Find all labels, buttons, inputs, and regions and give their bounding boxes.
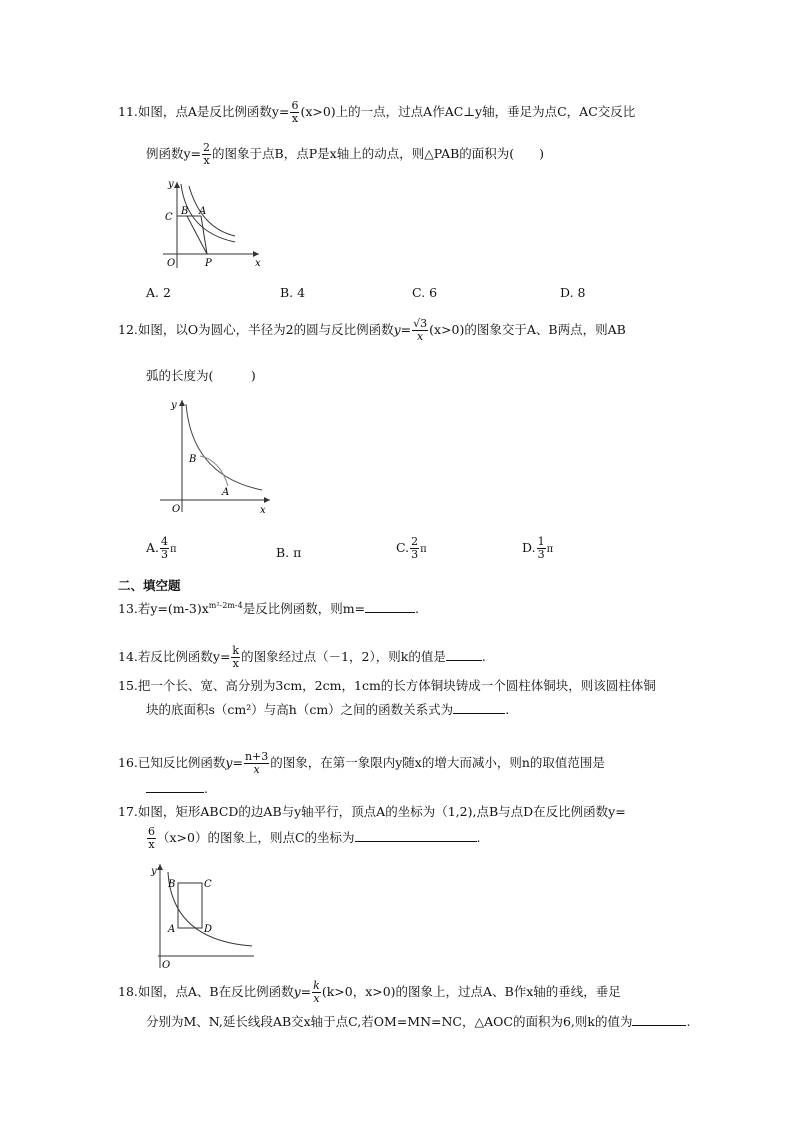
fig-label-D: D — [204, 924, 213, 935]
answer-blank[interactable] — [453, 702, 505, 714]
q11-option-d: D. 8 — [560, 285, 586, 300]
q11-option-b: B. 4 — [280, 285, 306, 300]
answer-blank[interactable] — [446, 649, 482, 661]
q17-line1: 17.如图，矩形ABCD的边AB与y轴平行，顶点A的坐标为（1,2),点B与点D在反比例函数y= — [118, 804, 626, 819]
answer-blank[interactable] — [365, 601, 415, 613]
q16-line2: . — [146, 781, 208, 797]
q12-line2: 弧的长度为( ) — [146, 368, 256, 383]
fraction: $\frac{k}{x}$ — [313, 979, 320, 1005]
fig-label-y: y — [151, 866, 157, 877]
fraction: $\frac{6}{x}$ — [291, 99, 299, 125]
q13-line: 13.若$y=(m-3)x^{m^2-2m-4}$是反比例函数，则m= . — [118, 601, 420, 617]
q12-option-d: D. $\frac{1}{3}$ π — [522, 535, 554, 561]
fig-label-P: P — [205, 258, 212, 269]
q11-option-c: C. 6 — [412, 285, 438, 300]
fig-label-x: x — [260, 505, 266, 514]
q17-line2: $\frac{6}{x}$ （x>0）的图象上，则点C的坐标为 . — [148, 825, 481, 851]
q11-figure — [155, 178, 265, 270]
q16-line1: 16.已知反比例函数y= $\frac{n+3}{x}$ 的图象，在第一象限内y随x的增大而减小，则n的取值范围是 — [118, 750, 605, 776]
fig-label-O: O — [172, 504, 181, 514]
q11-line1: 11.如图，点A是反比例函数y= $\frac{6}{x}$ (x>0)上的一点，过点A作AC⊥y轴，垂足为点C，AC交反比 — [118, 99, 636, 125]
answer-blank[interactable] — [632, 1014, 686, 1026]
q11-option-a: A. 2 — [146, 285, 171, 300]
fig-label-C: C — [165, 212, 173, 223]
q15-line2: 块的底面积s（cm²）与高h（cm）之间的函数关系式为 . — [146, 702, 510, 717]
fraction: $\frac{2}{3}$ — [411, 535, 419, 561]
fraction: $\frac{k}{x}$ — [232, 644, 240, 670]
q17-figure — [146, 860, 256, 970]
q18-line1: 18.如图，点A、B在反比例函数y= $\frac{k}{x}$ (k>0，x>0)的图象上，过点A、B作x轴的垂线，垂足 — [118, 979, 621, 1005]
q12-option-c: C. $\frac{2}{3}$ π — [396, 535, 427, 561]
q12-figure — [158, 396, 273, 514]
fraction: $\frac{n+3}{x}$ — [244, 750, 269, 776]
fig-label-B: B — [181, 206, 189, 217]
fig-label-B: B — [189, 454, 197, 465]
q12-line1: 12.如图，以O为圆心，半径为2的圆与反比例函数y= $\frac{√3}{x}$ (x>0)的图象交于A、B两点，则AB — [118, 317, 626, 343]
q15-line1: 15.把一个长、宽、高分别为3cm，2cm，1cm的长方体铜块铸成一个圆柱体铜块，则该圆柱体铜 — [118, 678, 656, 693]
fig-label-A: A — [199, 206, 207, 217]
q12-option-b: B. π — [276, 545, 302, 560]
fig-label-y: y — [168, 179, 174, 190]
fraction: $\frac{1}{3}$ — [537, 535, 545, 561]
fig-label-C: C — [204, 879, 212, 890]
q12-option-a: A. $\frac{4}{3}$ π — [146, 535, 177, 561]
q18-line2: 分别为M、N,延长线段AB交x轴于点C,若OM=MN=NC，△AOC的面积为6,则k的值为 . — [146, 1014, 691, 1029]
fig-label-B: B — [168, 879, 176, 890]
fig-label-O: O — [167, 258, 176, 269]
fraction: $\frac{4}{3}$ — [161, 535, 169, 561]
fraction: $\frac{√3}{x}$ — [413, 317, 428, 343]
fig-label-x: x — [255, 258, 261, 269]
q14-line: 14.若反比例函数y= $\frac{k}{x}$ 的图象经过点（－1，2），则k的值是 . — [118, 644, 486, 670]
section-title: 二、填空题 — [118, 578, 181, 593]
q11-line2: 例函数y= $\frac{2}{x}$ 的图象于点B，点P是x轴上的动点，则△PAB的面积为( ) — [146, 141, 545, 167]
fraction: $\frac{6}{x}$ — [148, 825, 155, 851]
answer-blank[interactable] — [355, 830, 477, 842]
answer-blank[interactable] — [146, 781, 204, 793]
fig-label-O: O — [162, 960, 171, 970]
fig-label-A: A — [168, 924, 176, 935]
fig-label-y: y — [171, 400, 177, 411]
fraction: $\frac{2}{x}$ — [203, 141, 211, 167]
fig-label-A: A — [222, 487, 230, 498]
